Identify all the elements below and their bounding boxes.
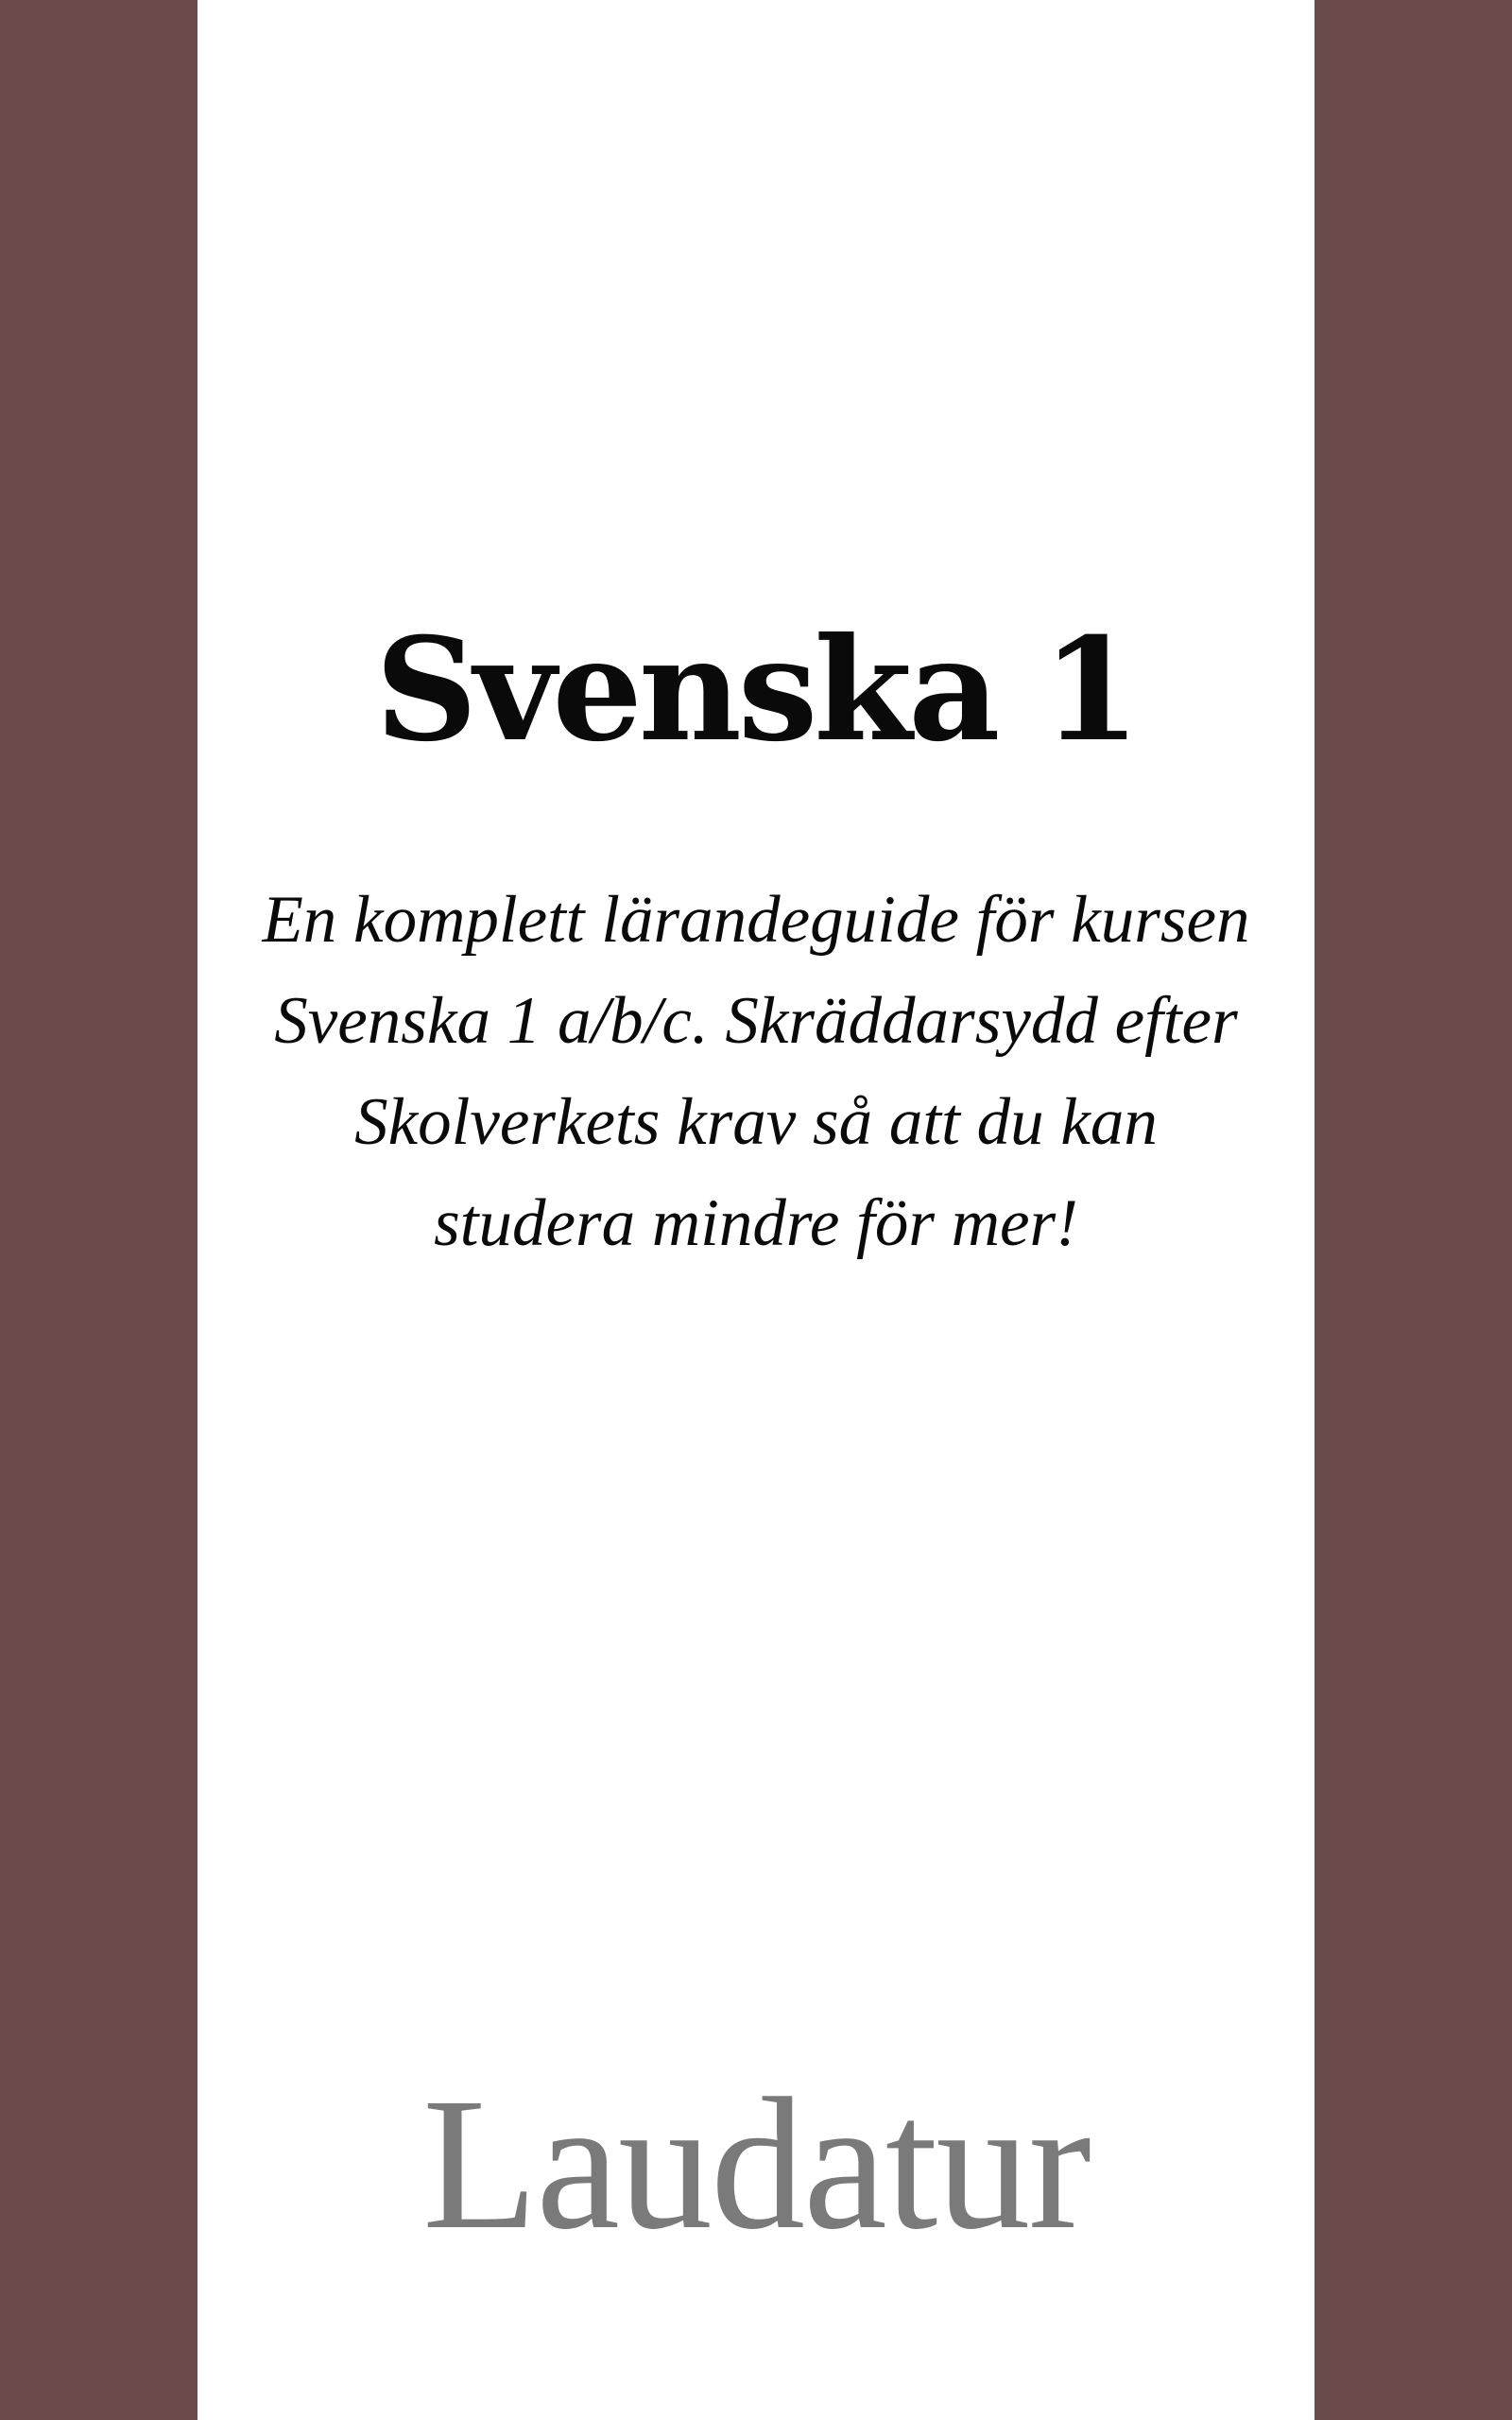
publisher-logo: Laudatur bbox=[422, 2060, 1090, 2269]
book-title: Svenska 1 bbox=[374, 607, 1138, 773]
book-tagline: En komplett lärandeguide för kursen Svenska 1 a/b/c. Skräddarsydd efter Skolverkets krav så att du kan studera mindre för mer! bbox=[262, 883, 1250, 1260]
book-cover bbox=[198, 0, 1314, 2420]
